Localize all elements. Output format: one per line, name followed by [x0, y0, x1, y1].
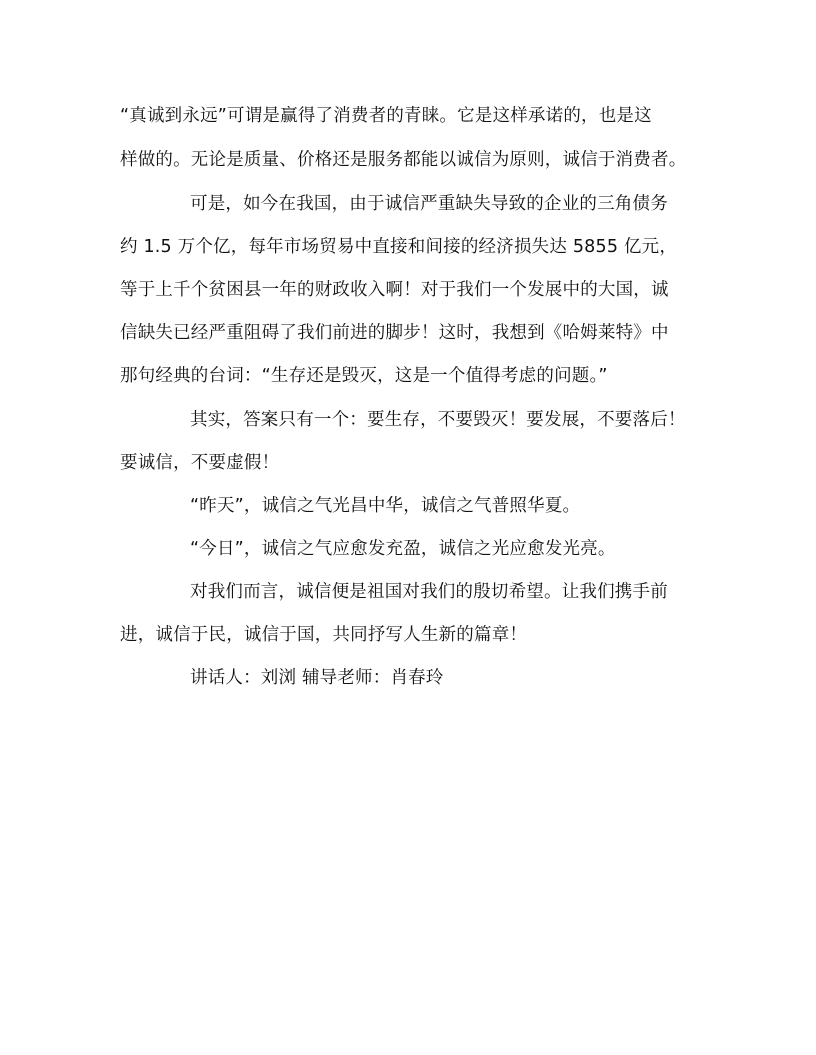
paragraph-line: 要诚信，不要虚假！: [120, 453, 280, 473]
paragraph-line: 对我们而言，诚信便是祖国对我们的殷切希望。让我们携手前: [190, 582, 668, 602]
paragraph-line: 进，诚信于民，诚信于国，共同抒写人生新的篇章！: [120, 625, 528, 645]
paragraph-line: “今日”，诚信之气应愈发充盈，诚信之光应愈发光亮。: [190, 539, 616, 559]
paragraph-line: 信缺失已经严重阻碍了我们前进的脚步！这时，我想到《哈姆莱特》中: [120, 323, 669, 343]
paragraph-line: 样做的。无论是质量、价格还是服务都能以诚信为原则，诚信于消费者。: [120, 150, 687, 170]
paragraph-line: 可是，如今在我国，由于诚信严重缺失导致的企业的三角债务: [190, 194, 668, 214]
speaker-signature: 讲话人：刘浏 辅导老师：肖春玲: [190, 668, 444, 688]
paragraph-line: “真诚到永远”可谓是赢得了消费者的青睐。它是这样承诺的，也是这: [120, 106, 652, 126]
paragraph-line: 约 1.5 万个亿，每年市场贸易中直接和间接的经济损失达 5855 亿元，: [120, 237, 678, 257]
paragraph-line: 等于上千个贫困县一年的财政收入啊！对于我们一个发展中的大国，诚: [120, 280, 669, 300]
paragraph-line: “昨天”，诚信之气光昌中华，诚信之气普照华夏。: [190, 496, 581, 516]
paragraph-line: 其实，答案只有一个：要生存，不要毁灭！要发展，不要落后！: [190, 410, 686, 430]
paragraph-line: 那句经典的台词：“生存还是毁灭，这是一个值得考虑的问题。”: [120, 366, 608, 386]
